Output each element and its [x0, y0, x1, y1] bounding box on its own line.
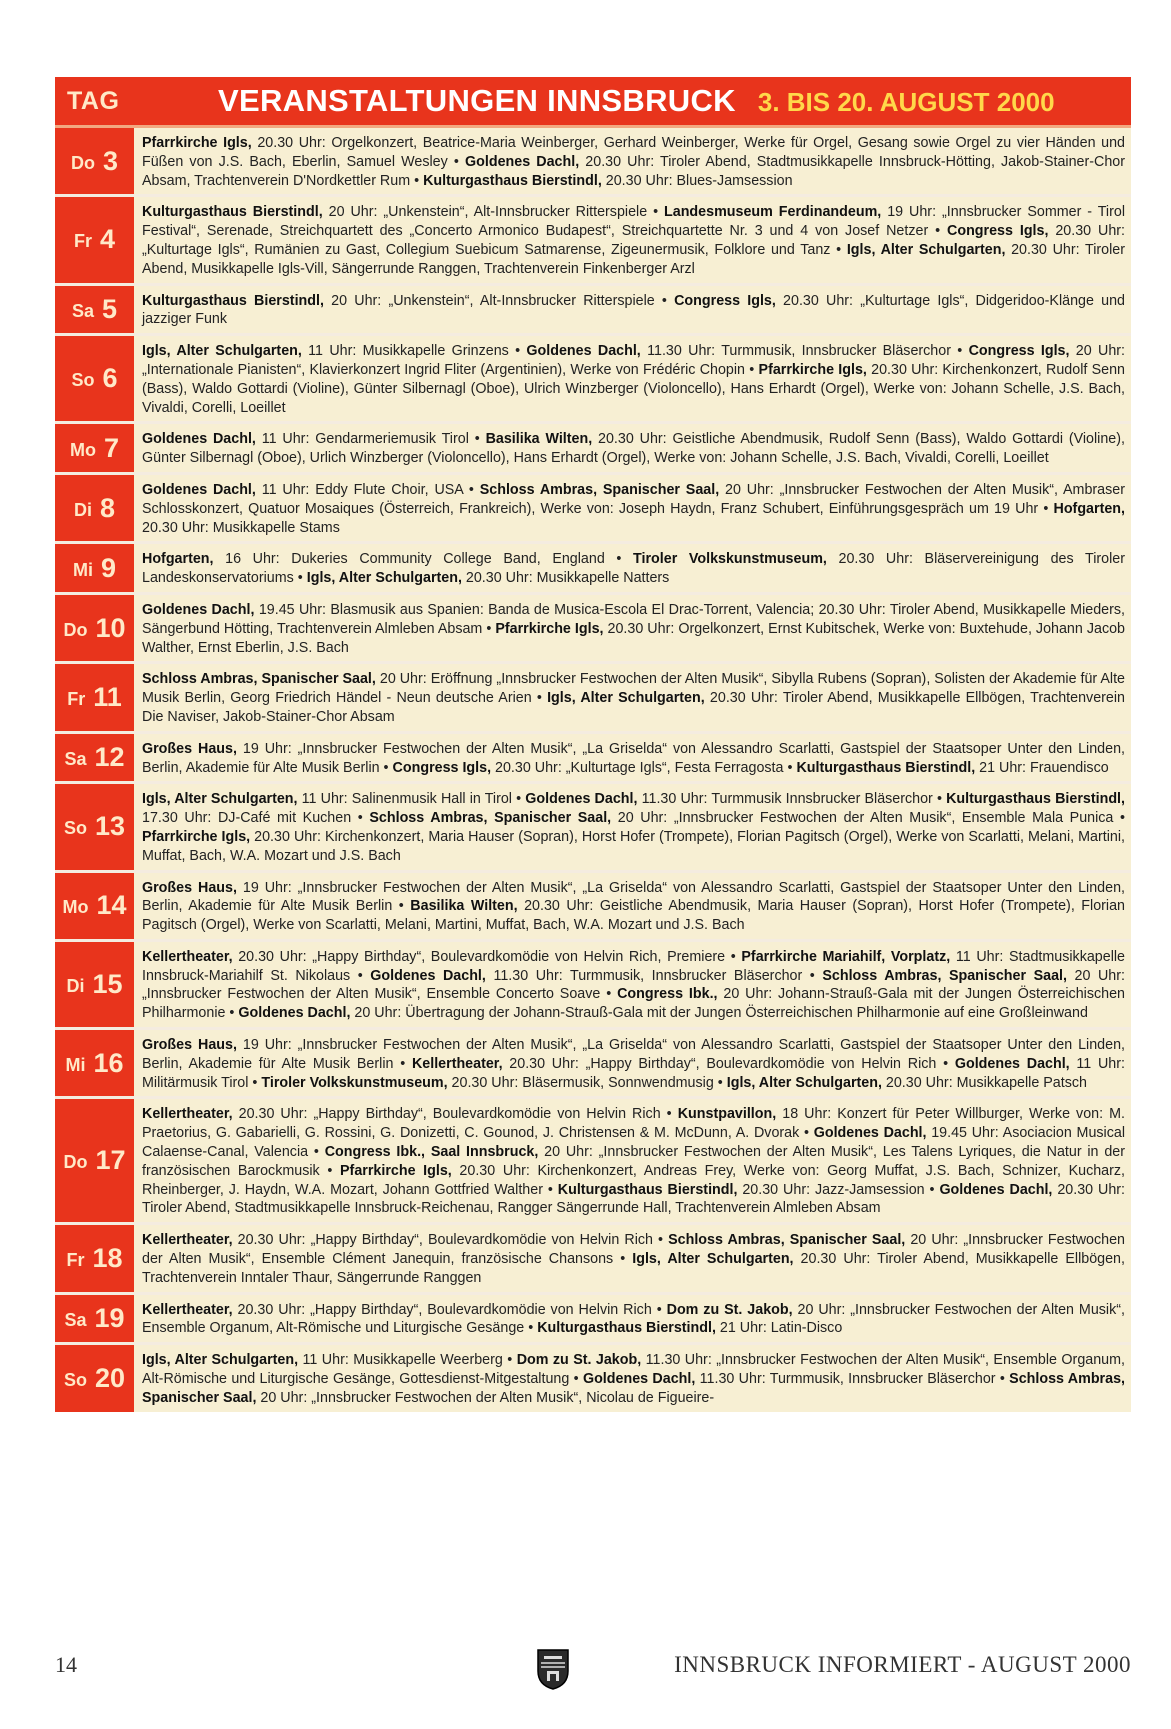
- event-row: [55, 1099, 1131, 1225]
- venue-name: Goldenes Dachl,: [142, 601, 255, 618]
- event-row: [55, 336, 1131, 424]
- event-details: 19 Uhr: „Innsbrucker Festwochen der Alten Musik“, „La Griselda“ von Alessandro Scarlatti, Gastspiel der Staatsoper Unter den Linden, Berlin, Akademie für Alte Musik Berlin •: [142, 740, 1125, 776]
- event-description: [134, 336, 1131, 421]
- venue-name: Kulturgasthaus Bierstindl,: [796, 759, 976, 776]
- event-row: [55, 873, 1131, 942]
- day-cell: [55, 336, 134, 421]
- venue-name: Hofgarten,: [1053, 500, 1125, 517]
- venue-name: Congress Ibk., Saal Innsbruck,: [324, 1144, 539, 1161]
- event-rows: [55, 128, 1131, 1412]
- event-details: 20.30 Uhr: Blues-Jamsession: [601, 172, 793, 189]
- venue-name: Igls, Alter Schulgarten,: [142, 1352, 299, 1369]
- event-details: 18 Uhr: Konzert für Peter Willburger, Werke von: M. Praetorius, G. Gabarielli, G. Rossini, G. Donizetti, C. Gounod, J. Christensen & M. McDunn, A. Dvorak •: [142, 1106, 1125, 1142]
- venue-name: Kulturgasthaus Bierstindl,: [142, 204, 323, 221]
- venue-name: Pfarrkirche Igls,: [758, 361, 867, 378]
- event-details: 20.30 Uhr: Musikkapelle Patsch: [881, 1074, 1087, 1091]
- event-details: 20.30 Uhr: Tiroler Abend, Musikkapelle Igls-Vill, Sängerrunde Ranggen, Trachtenverein Finkenberger Arzl: [142, 241, 1125, 277]
- event-description: [134, 595, 1131, 661]
- weekday: Sa: [64, 1309, 87, 1330]
- venue-name: Goldenes Dachl,: [142, 431, 256, 448]
- table-header: [55, 77, 1131, 128]
- event-details: 20.30 Uhr: Geistliche Abendmusik, Rudolf Senn (Bass), Waldo Gottardi (Violine), Günter Silbernagl (Oboe), Urlich Winzberger (Violoncello), Hans Erhardt (Orgel), Werke von: Johann Schelle, J.S. Bach, Vivaldi, Corelli, Loeillet: [142, 431, 1125, 467]
- venue-name: Schloss Ambras, Spanischer Saal,: [822, 967, 1067, 984]
- event-details: 20 Uhr: „Internationale Pianisten“, Klavierkonzert Ingrid Fliter (Argentinien), Werke von Frédéric Chopin •: [142, 343, 1125, 378]
- event-row: [55, 197, 1131, 285]
- venue-name: Kellertheater,: [142, 1232, 233, 1249]
- event-details: 11 Uhr: Musikkapelle Grinzens •: [301, 343, 527, 360]
- venue-name: Hofgarten,: [142, 551, 214, 568]
- venue-name: Congress Igls,: [968, 343, 1070, 360]
- event-details: 20.30 Uhr: Jazz-Jamsession •: [737, 1181, 940, 1198]
- venue-name: Schloss Ambras, Spanischer Saal,: [142, 1371, 1125, 1406]
- event-details: 11 Uhr: Stadtmusikkapelle Innsbruck-Mariahilf St. Nikolaus •: [142, 948, 1126, 984]
- day-cell: [55, 1295, 134, 1343]
- day-cell: [55, 664, 134, 730]
- event-description: [134, 1345, 1131, 1411]
- day-cell: [55, 424, 134, 472]
- event-details: 19.45 Uhr: Asociacion Musical Calaense-Canal, Valencia •: [142, 1125, 1125, 1161]
- event-description: [134, 1225, 1131, 1291]
- venue-name: Landesmuseum Ferdinandeum,: [664, 204, 882, 221]
- venue-name: Kellertheater,: [411, 1055, 503, 1072]
- venue-name: Großes Haus,: [142, 1037, 237, 1054]
- venue-name: Igls, Alter Schulgarten,: [142, 343, 302, 360]
- day-number: 19: [94, 1302, 125, 1333]
- event-details: 20.30 Uhr: Geistliche Abendmusik, Maria Hauser (Sopran), Horst Hofer (Trompete), Florian Pagitsch (Orgel), Werke von Scarlatti, Melani, Martini, Muffat, Bach, W.A. Mozart und J.S. Bach: [142, 898, 1125, 934]
- event-details: 20.30 Uhr: Tiroler Abend, Stadtmusikkapelle Innsbruck-Reichenau, Rangger Sängerrunde Hall, Trachtenverein Almleben Absam: [142, 1181, 1126, 1217]
- event-details: 20.30 Uhr: „Happy Birthday“, Boulevardkomödie von Helvin Rich •: [502, 1055, 955, 1072]
- event-details: 20.30 Uhr: Musikkapelle Stams: [142, 519, 340, 536]
- venue-name: Großes Haus,: [142, 740, 237, 757]
- day-cell: [55, 1030, 134, 1096]
- venue-name: Schloss Ambras, Spanischer Saal,: [479, 481, 720, 498]
- venue-name: Dom zu St. Jakob,: [516, 1352, 642, 1369]
- day-cell: [55, 734, 134, 782]
- venue-name: Schloss Ambras, Spanischer Saal,: [668, 1232, 906, 1249]
- event-details: 20.30 Uhr: „Kulturtage Igls“, Didgeridoo-Klänge und jazziger Funk: [142, 292, 1125, 328]
- day-cell: [55, 873, 134, 939]
- venue-name: Kulturgasthaus Bierstindl,: [142, 292, 324, 309]
- day-number: 3: [102, 145, 119, 176]
- venue-name: Pfarrkirche Igls,: [142, 135, 252, 151]
- weekday: Fr: [66, 1249, 85, 1270]
- event-details: 20.30 Uhr: Kirchenkonzert, Maria Hauser (Sopran), Horst Hofer (Trompete), Florian Pagitsch (Orgel), Werke von Scarlatti, Melani, Martini, Muffat, Bach, W.A. Mozart und J.S. Bach: [142, 828, 1125, 864]
- tag-column-heading: TAG: [67, 86, 120, 115]
- venue-name: Schloss Ambras, Spanischer Saal,: [369, 810, 612, 827]
- venue-name: Goldenes Dachl,: [939, 1181, 1053, 1198]
- venue-name: Congress Igls,: [674, 292, 776, 309]
- event-description: [134, 197, 1131, 282]
- event-row: [55, 942, 1131, 1030]
- day-number: 4: [99, 224, 116, 255]
- day-cell: [55, 286, 134, 334]
- event-details: 20.30 Uhr: „Kulturtage Igls“, Festa Ferragosta •: [491, 759, 797, 776]
- date-range: 3. BIS 20. AUGUST 2000: [757, 87, 1055, 117]
- venue-name: Pfarrkirche Igls,: [142, 828, 251, 845]
- event-details: 11 Uhr: Salinenmusik Hall in Tirol •: [297, 791, 526, 808]
- venue-name: Kulturgasthaus Bierstindl,: [537, 1320, 716, 1337]
- venue-name: Igls, Alter Schulgarten,: [142, 791, 298, 808]
- weekday: Do: [63, 1152, 88, 1173]
- weekday: Mi: [65, 1054, 86, 1075]
- event-details: 20 Uhr: „Unkenstein“, Alt-Innsbrucker Ritterspiele •: [322, 204, 665, 221]
- venue-name: Tiroler Volkskunstmuseum,: [261, 1074, 448, 1091]
- event-description: [134, 942, 1131, 1027]
- event-details: 19.45 Uhr: Blasmusik aus Spanien: Banda de Musica-Escola El Drac-Torrent, Valencia; 20.30 Uhr: Tiroler Abend, Musikkapelle Mieders, Sängerbund Hötting, Trachtenverein Almleben Absam •: [142, 601, 1125, 637]
- venue-name: Großes Haus,: [142, 879, 237, 896]
- day-number: 18: [92, 1242, 123, 1273]
- event-details: 17.30 Uhr: DJ-Café mit Kuchen •: [142, 810, 370, 827]
- event-row: [55, 128, 1131, 197]
- venue-name: Kellertheater,: [142, 1106, 233, 1123]
- venue-name: Basilika Wilten,: [485, 431, 593, 448]
- page-title: VERANSTALTUNGEN INNSBRUCK: [218, 83, 736, 118]
- venue-name: Kulturgasthaus Bierstindl,: [557, 1181, 738, 1198]
- event-details: 19 Uhr: „Innsbrucker Festwochen der Alten Musik“, „La Griselda“ von Alessandro Scarlatti, Gastspiel der Staatsoper Unter den Linden, Berlin, Akademie für Alte Musik Berlin •: [142, 1037, 1125, 1072]
- page-number: 14: [55, 1652, 77, 1677]
- day-number: 20: [94, 1362, 126, 1393]
- weekday: Mi: [72, 559, 93, 580]
- event-details: 20.30 Uhr: Tiroler Abend, Musikkapelle Ellbögen, Trachtenverein Die Naviser, Jakob-Stainer-Chor Absam: [142, 690, 1125, 725]
- day-cell: [55, 475, 134, 541]
- venue-name: Igls, Alter Schulgarten,: [846, 241, 1006, 258]
- day-number: 7: [103, 432, 120, 463]
- venue-name: Pfarrkirche Mariahilf, Vorplatz,: [741, 948, 951, 965]
- header-title-group: [134, 83, 1131, 119]
- weekday: So: [63, 1369, 87, 1390]
- day-number: 16: [93, 1047, 124, 1078]
- event-details: 11.30 Uhr: Turmmusik, Innsbrucker Bläserchor •: [485, 967, 823, 984]
- day-number: 12: [94, 742, 125, 773]
- event-row: [55, 664, 1131, 733]
- venue-name: Kulturgasthaus Bierstindl,: [423, 172, 602, 189]
- event-row: [55, 1345, 1131, 1411]
- event-row: [55, 544, 1131, 595]
- venue-name: Goldenes Dachl,: [813, 1125, 927, 1142]
- event-row: [55, 1225, 1131, 1294]
- event-details: 20.30 Uhr: Tiroler Abend, Musikkapelle Ellbögen, Trachtenverein Inntaler Thaur, Sängerrunde Ranggen: [142, 1251, 1125, 1286]
- day-cell: [55, 1345, 134, 1411]
- event-details: 20.30 Uhr: „Happy Birthday“, Boulevardkomödie von Helvin Rich •: [232, 1106, 678, 1123]
- venue-name: Igls, Alter Schulgarten,: [632, 1251, 794, 1268]
- venue-name: Congress Ibk.,: [617, 986, 718, 1003]
- day-number: 10: [95, 612, 126, 643]
- event-details: 11 Uhr: Eddy Flute Choir, USA •: [255, 481, 480, 498]
- venue-name: Dom zu St. Jakob,: [666, 1301, 793, 1318]
- day-cell: [55, 1099, 134, 1222]
- event-row: [55, 734, 1131, 785]
- venue-name: Goldenes Dachl,: [465, 153, 580, 170]
- event-row: [55, 286, 1131, 337]
- event-details: 20.30 Uhr: „Happy Birthday“, Boulevardkomödie von Helvin Rich •: [232, 1301, 667, 1318]
- event-row: [55, 784, 1131, 872]
- venue-name: Kunstpavillon,: [677, 1106, 777, 1123]
- day-number: 15: [92, 968, 123, 999]
- event-description: [134, 734, 1131, 782]
- event-details: 21 Uhr: Latin-Disco: [715, 1320, 843, 1337]
- event-description: [134, 784, 1131, 869]
- venue-name: Kellertheater,: [142, 1301, 233, 1318]
- event-details: 11 Uhr: Militärmusik Tirol •: [142, 1055, 1125, 1091]
- weekday: Sa: [71, 300, 94, 321]
- event-details: 20.30 Uhr: „Happy Birthday“, Boulevardkomödie von Helvin Rich •: [232, 1232, 669, 1249]
- event-details: 20 Uhr: „Innsbrucker Festwochen der Alten Musik“, Ensemble Mala Punica •: [611, 810, 1125, 827]
- day-number: 5: [102, 293, 118, 324]
- event-description: [134, 424, 1131, 472]
- innsbruck-crest-icon: [535, 1647, 571, 1691]
- event-details: 11.30 Uhr: Turmmusik, Innsbrucker Bläserchor •: [695, 1371, 1010, 1388]
- venue-name: Igls, Alter Schulgarten,: [726, 1074, 882, 1091]
- event-row: [55, 1030, 1131, 1099]
- weekday: So: [71, 370, 95, 391]
- day-cell: [55, 784, 134, 869]
- day-cell: [55, 942, 134, 1027]
- day-number: 6: [102, 363, 118, 394]
- event-details: 11 Uhr: Musikkapelle Weerberg •: [298, 1352, 517, 1369]
- day-number: 17: [95, 1145, 126, 1176]
- weekday: Di: [66, 975, 85, 996]
- event-details: 19 Uhr: „Innsbrucker Sommer - Tirol Festival“, Serenade, Streichquartett des „Concerto Armonico Budapest“, Streichquartette Nr. 3 und 4 von Josef Netzer •: [142, 204, 1125, 240]
- weekday: Fr: [73, 231, 92, 252]
- day-cell: [55, 197, 134, 282]
- venue-name: Goldenes Dachl,: [370, 967, 486, 984]
- events-table: [55, 77, 1131, 1412]
- weekday: Do: [70, 152, 95, 173]
- event-description: [134, 1099, 1131, 1222]
- venue-name: Pfarrkirche Igls,: [495, 620, 604, 637]
- event-details: 11.30 Uhr: Turmmusik, Innsbrucker Bläserchor •: [640, 343, 969, 360]
- venue-name: Goldenes Dachl,: [582, 1371, 696, 1388]
- day-cell: [55, 128, 134, 194]
- day-number: 11: [93, 682, 122, 713]
- event-details: 11 Uhr: Gendarmeriemusik Tirol •: [255, 431, 486, 448]
- day-number: 13: [94, 811, 126, 842]
- event-details: 20.30 Uhr: Musikkapelle Natters: [461, 570, 670, 587]
- venue-name: Kulturgasthaus Bierstindl,: [946, 791, 1125, 808]
- weekday: Do: [63, 619, 88, 640]
- event-details: 19 Uhr: „Innsbrucker Festwochen der Alten Musik“, „La Griselda“ von Alessandro Scarlatti, Gastspiel der Staatsoper Unter den Linden, Berlin, Akademie für Alte Musik Berlin •: [142, 879, 1125, 915]
- event-description: [134, 128, 1131, 194]
- event-description: [134, 1295, 1131, 1343]
- venue-name: Pfarrkirche Igls,: [340, 1162, 452, 1179]
- day-cell: [55, 544, 134, 592]
- weekday: Fr: [67, 689, 86, 710]
- weekday: So: [63, 818, 87, 839]
- event-details: 20 Uhr: Eröffnung „Innsbrucker Festwochen der Alten Musik“, Sibylla Rubens (Sopran), Solisten der Akademie für Alte Musik Berlin, Georg Friedrich Händel - Neun deutsche Arien •: [142, 671, 1125, 707]
- event-details: 21 Uhr: Frauendisco: [975, 759, 1109, 776]
- venue-name: Congress Igls,: [392, 759, 492, 776]
- weekday: Sa: [64, 749, 87, 770]
- event-row: [55, 475, 1131, 544]
- event-details: 20.30 Uhr: Orgelkonzert, Beatrice-Maria Weinberger, Gerhard Weinberger, Werke für Orgel, Gesang sowie Orgel zu vier Händen und Füßen von J.S. Bach, Eberlin, Samuel Wesley •: [142, 135, 1125, 170]
- event-details: 20 Uhr: „Unkenstein“, Alt-Innsbrucker Ritterspiele •: [323, 292, 675, 309]
- event-description: [134, 1030, 1131, 1096]
- venue-name: Goldenes Dachl,: [238, 1005, 351, 1022]
- venue-name: Goldenes Dachl,: [954, 1055, 1070, 1072]
- event-description: [134, 873, 1131, 939]
- venue-name: Kellertheater,: [142, 948, 233, 965]
- event-details: 20 Uhr: „Innsbrucker Festwochen der Alten Musik“, Nicolau de Figueire-: [256, 1389, 715, 1406]
- venue-name: Tiroler Volkskunstmuseum,: [633, 551, 827, 568]
- event-description: [134, 286, 1131, 334]
- event-details: 20 Uhr: „Innsbrucker Festwochen der Alten Musik“, Ensemble Organum, Alt-Römische und Liturgische Gesänge •: [142, 1301, 1125, 1337]
- day-number: 14: [96, 890, 127, 921]
- event-details: 11.30 Uhr: Turmmusik Innsbrucker Bläserchor •: [637, 791, 947, 808]
- event-details: 20 Uhr: Übertragung der Johann-Strauß-Gala mit der Jungen Österreichischen Philharmonie auf eine Großleinwand: [350, 1005, 1088, 1022]
- day-cell: [55, 1225, 134, 1291]
- weekday: Di: [73, 499, 92, 520]
- venue-name: Igls, Alter Schulgarten,: [306, 570, 462, 587]
- event-details: 20 Uhr: „Innsbrucker Festwochen der Alten Musik“, Ensemble Clément Janequin, französische Chansons •: [142, 1232, 1125, 1268]
- event-details: 20 Uhr: „Innsbrucker Festwochen der Alten Musik“, Ambraser Schlosskonzert, Quatuor Mosaiques (Österreich, Frankreich), Werke von: Joseph Haydn, Franz Schubert, Einführungsgespräch um 19 Uhr •: [142, 481, 1125, 517]
- weekday: Mo: [62, 897, 89, 918]
- venue-name: Schloss Ambras, Spanischer Saal,: [142, 671, 376, 688]
- event-details: 20.30 Uhr: Kirchenkonzert, Andreas Frey, Werke von: Georg Muffat, J.S. Bach, Schnizer, Kucharz, Rheinberger, J. Haydn, W.A. Mozart, Johann Gottfried Walther •: [142, 1162, 1126, 1198]
- weekday: Mo: [69, 439, 96, 460]
- event-details: 20 Uhr: „Innsbrucker Festwochen der Alten Musik“, Les Talens Lyriques, die Natur in der französischen Barockmusik •: [142, 1144, 1125, 1179]
- day-cell: [55, 595, 134, 661]
- publication-title: INNSBRUCK INFORMIERT - AUGUST 2000: [674, 1652, 1131, 1677]
- day-number: 8: [99, 492, 116, 523]
- event-description: [134, 544, 1131, 592]
- venue-name: Goldenes Dachl,: [525, 791, 638, 808]
- event-details: 16 Uhr: Dukeries Community College Band, England •: [213, 551, 634, 568]
- event-row: [55, 424, 1131, 475]
- event-details: 20.30 Uhr: Orgelkonzert, Ernst Kubitschek, Werke von: Buxtehude, Johann Jacob Walther, Ernst Eberlin, J.S. Bach: [142, 620, 1126, 656]
- venue-name: Goldenes Dachl,: [526, 343, 641, 360]
- venue-name: Goldenes Dachl,: [142, 481, 256, 498]
- event-details: 20.30 Uhr: Bläservereinigung des Tiroler Landeskonservatoriums •: [142, 551, 1126, 587]
- event-details: 20.30 Uhr: „Kulturtage Igls“, Rumänien zu Gast, Collegium Suebicum Satmarense, Zigeunermusik, Folklore und Tanz •: [142, 223, 1126, 258]
- venue-name: Basilika Wilten,: [410, 898, 518, 915]
- event-description: [134, 664, 1131, 730]
- event-details: 11.30 Uhr: „Innsbrucker Festwochen der Alten Musik“, Ensemble Organum, Alt-Römische und Liturgische Gesänge, Gottesdienst-Mitgestaltung •: [142, 1352, 1126, 1388]
- event-details: 20 Uhr: „Innsbrucker Festwochen der Alten Musik“, Ensemble Concerto Soave •: [142, 967, 1125, 1003]
- event-row: [55, 1295, 1131, 1346]
- event-description: [134, 475, 1131, 541]
- event-details: 20 Uhr: Johann-Strauß-Gala mit der Jungen Österreichischen Philharmonie •: [142, 986, 1125, 1022]
- day-number: 9: [100, 552, 117, 583]
- event-details: 20.30 Uhr: „Happy Birthday“, Boulevardkomödie von Helvin Rich, Premiere •: [232, 948, 742, 965]
- event-details: 20.30 Uhr: Kirchenkonzert, Rudolf Senn (Bass), Waldo Gottardi (Violine), Günter Silbernagl (Oboe), Ulrich Winzberger (Violoncello), Hans Erhardt (Orgel), Werke von: Johann Schelle, J.S. Bach, Vivaldi, Corelli, Loeillet: [142, 361, 1125, 416]
- venue-name: Igls, Alter Schulgarten,: [547, 690, 705, 707]
- venue-name: Congress Igls,: [947, 223, 1049, 240]
- event-row: [55, 595, 1131, 664]
- event-details: 20.30 Uhr: Tiroler Abend, Stadtmusikkapelle Innsbruck-Hötting, Jakob-Stainer-Chor Absam, Trachtenverein D'Nordkettler Rum •: [142, 153, 1125, 189]
- event-details: 20.30 Uhr: Bläsermusik, Sonnwendmusig •: [447, 1074, 727, 1091]
